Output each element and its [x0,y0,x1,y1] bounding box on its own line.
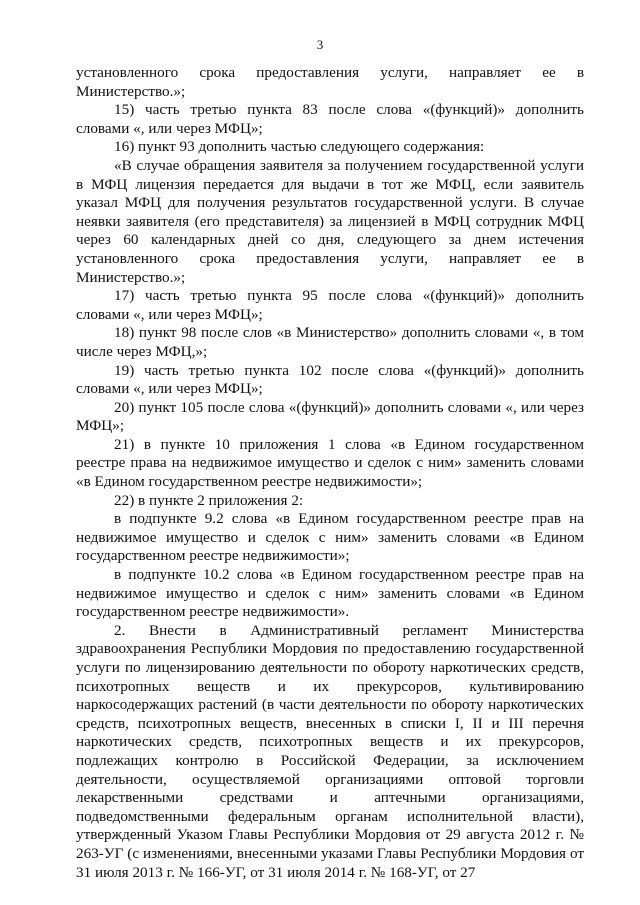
paragraph-quote-item-16: «В случае обращения заявителя за получением государственной услуги в МФЦ лицензия передается для выдачи в тот же МФЦ, если заявитель указал МФЦ для получения результатов государственной услуги. В случае неявки заявителя (его представителя) за лицензией в МФЦ сотрудник МФЦ через 60 календарных дней со дня, следующего за днем истечения установленного срока предоставления услуги, направляет ее в Министерство.»; [76,156,584,286]
paragraph-continuation: установленного срока предоставления услуги, направляет ее в Министерство.»; [76,64,584,100]
document-body [76,64,584,882]
paragraph-item-20: 20) пункт 105 после слова «(функций)» дополнить словами «, или через МФЦ»; [76,398,584,435]
paragraph-section-2: 2. Внести в Административный регламент Министерства здравоохранения Республики Мордовия по предоставлению государственной услуги по лицензированию деятельности по обороту наркотических средств, психотропных веществ и их прекурсоров, культивированию наркосодержащих растений (в части деятельности по обороту наркотических средств, психотропных веществ, внесенных в списки I, II и III перечня наркотических средств, психотропных веществ и их прекурсоров, подлежащих контролю в Российской Федерации, за исключением деятельности, осуществляемой организациями оптовой торговли лекарственными средствами и аптечными организациями, подведомственными федеральным органам исполнительной власти), утвержденный Указом Главы Республики Мордовия от 29 августа 2012 г. № 263-УГ (с изменениями, внесенными указами Главы Республики Мордовия от 31 июля 2013 г. № 166-УГ, от 31 июля 2014 г. № 168-УГ, от 27 [76,621,584,881]
paragraph-subitem-10-2: в подпункте 10.2 слова «в Едином государственном реестре прав на недвижимое имущество и сделок с ним» заменить словами «в Едином государственном реестре недвижимости». [76,566,584,621]
page-number: 3 [316,37,324,52]
paragraph-item-16: 16) пункт 93 дополнить частью следующего содержания: [114,138,485,156]
paragraph-item-22: 22) в пункте 2 приложения 2: [114,491,304,509]
paragraph-item-21: 21) в пункте 10 приложения 1 слова «в Едином государственном реестре права на недвижимое имущество и сделок с ним» заменить словами «в Едином государственном реестре недвижимости»; [76,435,584,491]
paragraph-item-18: 18) пункт 98 после слов «в Министерство» дополнить словами «, в том числе через МФЦ,»; [76,324,584,360]
paragraph-item-17: 17) часть третью пункта 95 после слова «(функций)» дополнить словами «, или через МФЦ»; [76,287,584,323]
paragraph-item-19: 19) часть третью пункта 102 после слова «(функций)» дополнить словами «, или через МФЦ»; [76,361,584,398]
paragraph-item-15: 15) часть третью пункта 83 после слова «(функций)» дополнить словами «, или через МФЦ»; [76,101,584,137]
paragraph-subitem-9-2: в подпункте 9.2 слова «в Едином государственном реестре прав на недвижимое имущество и сделок с ним» заменить словами «в Едином государственном реестре недвижимости»; [76,510,584,565]
